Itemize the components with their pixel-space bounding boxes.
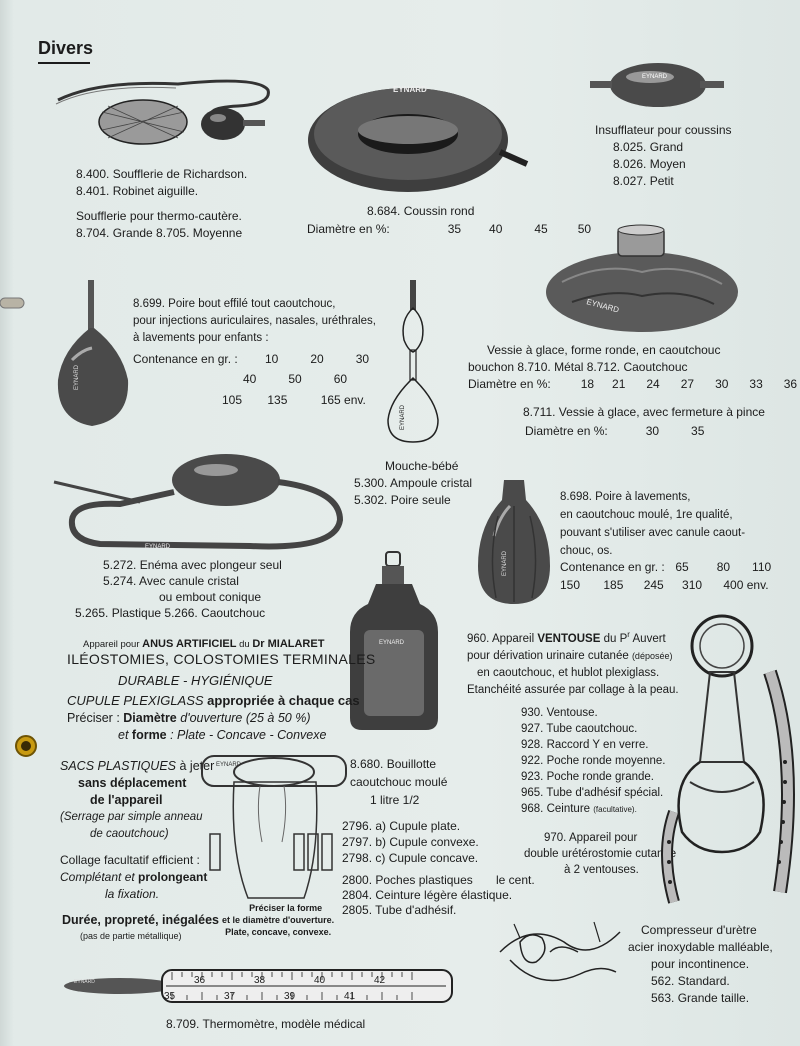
anus-forme-b: forme: [131, 728, 167, 742]
ventouse-double-line: double urétérostomie cutanée: [524, 848, 677, 860]
anus-preciser-b: Diamètre: [123, 711, 177, 725]
poire-brand: EYNARD: [74, 364, 80, 390]
sacs-collage: [60, 852, 207, 903]
insufflateur-petit: 8.027. Petit: [613, 174, 674, 188]
ventouse-ceinture: 968. Ceinture: [521, 803, 594, 815]
mouche-brand: EYNARD: [400, 404, 406, 430]
ventouse-c: du P: [600, 632, 628, 645]
poches-plastiques: 2800. Poches plastiques: [342, 873, 473, 887]
soufflerie-line: 8.400. Soufflerie de Richardson.: [76, 167, 248, 181]
poire-enfants-line: à lavements pour enfants :: [133, 332, 269, 344]
ventouse-2-ventouses: à 2 ventouses.: [564, 864, 639, 876]
poire-lavements-text: [560, 488, 745, 560]
insufflateur-grand: 8.025. Grand: [613, 140, 684, 154]
poire-line: 8.699. Poire bout effilé tout caoutchouc,: [133, 298, 336, 310]
poire-lavements-value: 245: [643, 578, 664, 592]
ventouse-items: [521, 705, 666, 818]
coussin-value: 45: [534, 222, 548, 236]
mouche-poire: 5.302. Poire seule: [354, 493, 451, 507]
ventouse-appareil-pour: 970. Appareil pour: [544, 832, 638, 844]
ventouse-e: Auvert: [629, 632, 666, 645]
anus-text-c: du: [236, 639, 253, 650]
bouillotte-line: 8.680. Bouillotte: [350, 757, 437, 771]
compresseur-text: [628, 922, 773, 1007]
compresseur-acier: acier inoxydable malléable,: [628, 940, 773, 954]
ventouse-item: 923. Poche ronde grande.: [521, 771, 654, 783]
mouche-ampoule: 5.300. Ampoule cristal: [354, 476, 473, 490]
poire-value: 20: [310, 352, 324, 366]
thermo-scale-bottom: 39: [284, 991, 296, 1002]
binder-hole-icon: [14, 734, 38, 758]
poire-row-3: [222, 393, 366, 408]
coussin-line: 8.684. Coussin rond: [367, 204, 475, 218]
poire-illustration: [52, 280, 134, 430]
soufflerie-illustration: [38, 72, 273, 152]
soufflerie-sizes-line: 8.704. Grande 8.705. Moyenne: [76, 226, 243, 240]
vessie-value: 27: [680, 377, 695, 391]
vessie-pince: 8.711. Vessie à glace, avec fermeture à pince: [523, 405, 765, 419]
poire-lavements-value: 150: [560, 578, 581, 592]
poire-text: [133, 296, 376, 347]
sacs-completant-b: prolongeant: [138, 870, 208, 884]
thermometre-illustration: [62, 966, 458, 1008]
anus-brand: EYNARD: [216, 762, 242, 768]
vessie-value: 36: [783, 377, 798, 391]
poire-value: 50: [288, 372, 302, 386]
poire-lavements-os: chouc, os.: [560, 545, 613, 557]
ventouse-derivation: pour dérivation urinaire cutanée: [467, 649, 632, 662]
poire-row-2: [243, 372, 347, 387]
thermo-scale-bottom: 35: [164, 991, 176, 1002]
tube-adhesif: 2805. Tube d'adhésif.: [342, 903, 457, 917]
vessie-brand: EYNARD: [585, 297, 621, 315]
enema-embout: ou embout conique: [159, 590, 262, 604]
thermo-cautere-line: Soufflerie pour thermo-cautère.: [76, 209, 242, 223]
bouillotte-text: [350, 755, 447, 809]
anus-preciser: [67, 710, 310, 727]
ventouse-a: 960. Appareil: [467, 632, 538, 645]
sacs-collage-line: Collage facultatif efficient :: [60, 853, 200, 867]
anus-cupule-b: appropriée à chaque cas: [203, 693, 360, 708]
enema-text: [103, 557, 282, 605]
enema-canule: 5.274. Avec canule cristal: [103, 574, 239, 588]
anus-preciser-c: d'ouverture (25 à 50 %): [176, 711, 311, 725]
mouche-text: [354, 475, 472, 509]
vessie-value-2: 35: [691, 424, 705, 438]
soufflerie-text: [76, 166, 247, 242]
title-underline: [38, 62, 90, 64]
ventouse-double: [524, 830, 676, 878]
sacs-appareil: de l'appareil: [90, 793, 163, 807]
ventouse-facultative: (facultative).: [593, 805, 637, 814]
poire-value: 10: [265, 352, 279, 366]
cupule-concave: 2798. c) Cupule concave.: [342, 851, 479, 865]
poire-lavements-value: 110: [752, 560, 772, 574]
vessie-value: 18: [580, 377, 595, 391]
ventouse-text: [467, 626, 679, 699]
vessie-value: 30: [715, 377, 729, 391]
thermo-scale-top: 42: [374, 975, 386, 986]
ventouse-item: 965. Tube d'adhésif spécial.: [521, 787, 664, 799]
poire-value: 30: [355, 352, 370, 366]
vessie-text: [487, 340, 720, 360]
compresseur-grande: 563. Grande taille.: [651, 991, 750, 1005]
robinet-line: 8.401. Robinet aiguille.: [76, 184, 199, 198]
coussin-value: 35: [447, 222, 462, 236]
ventouse-b: VENTOUSE: [537, 632, 601, 645]
anus-cupule: [67, 692, 360, 709]
compresseur-line: Compresseur d'urètre: [641, 923, 757, 937]
ventouse-caoutchouc: en caoutchouc, et hublot plexiglass.: [477, 666, 660, 679]
sacs-deplacement: sans déplacement: [78, 776, 187, 790]
poire-value: 105: [222, 393, 243, 407]
anus-ileostomies: ILÉOSTOMIES, COLOSTOMIES TERMINALES: [67, 651, 376, 667]
ventouse-illustration: [660, 612, 800, 912]
section-title: Divers: [38, 38, 94, 58]
anus-caption: [222, 902, 334, 938]
vessie-diametre-label-2: Diamètre en %:: [525, 424, 608, 438]
thermo-scale-top: 40: [314, 975, 326, 986]
coussin-diametre-label: Diamètre en %:: [307, 222, 390, 236]
anus-durable: DURABLE - HYGIÉNIQUE: [118, 673, 273, 688]
vessie-illustration: [542, 222, 742, 337]
compresseur-illustration: [490, 912, 630, 1002]
cupules-list: [342, 818, 479, 866]
cupule-plate: 2796. a) Cupule plate.: [342, 819, 461, 833]
vessie-diametre-label: Diamètre en %:: [468, 377, 551, 391]
vessie-value: 33: [749, 377, 763, 391]
compresseur-standard: 562. Standard.: [651, 974, 730, 988]
poire-lavements-brand: EYNARD: [502, 550, 508, 576]
enema-materials: 5.265. Plastique 5.266. Caoutchouc: [75, 606, 266, 620]
insufflateur-moyen: 8.026. Moyen: [613, 157, 686, 171]
poire-lavements-canule: pouvant s'utiliser avec canule caout-: [560, 527, 746, 539]
thermometre-text: 8.709. Thermomètre, modèle médical: [166, 1017, 366, 1031]
coussin-brand: EYNARD: [393, 85, 427, 94]
anus-caption-2: et le diamètre d'ouverture.: [222, 915, 335, 925]
anus-text-b: ANUS ARTIFICIEL: [142, 638, 237, 650]
poire-value: 135: [267, 393, 288, 407]
ventouse-item: 927. Tube caoutchouc.: [521, 723, 638, 735]
insufflateur-text: [595, 122, 732, 190]
thermo-brand: EYNARD: [74, 979, 95, 985]
coussin-illustration: [305, 78, 535, 196]
poire-lavements-contenance: [560, 558, 771, 594]
vessie-diametre: [468, 377, 797, 392]
sacs-anneau: de caoutchouc): [90, 828, 169, 840]
ventouse-etancheite: Etanchéité assurée par collage à la peau.: [467, 683, 679, 696]
ventouse-d: r: [627, 630, 630, 639]
enema-illustration: [50, 450, 350, 555]
anus-cupule-a: CUPULE PLEXIGLASS: [67, 693, 204, 708]
anus-forme-c: : Plate - Concave - Convexe: [166, 728, 327, 742]
cupule-convexe: 2797. b) Cupule convexe.: [342, 835, 479, 849]
enema-plongeur: 5.272. Enéma avec plongeur seul: [103, 558, 282, 572]
anus-text-d: Dr MIALARET: [252, 638, 325, 650]
sacs-duree: Durée, propreté, inégalées: [62, 913, 220, 927]
poire-lavements-illustration: [474, 476, 554, 608]
ventouse-deposee: (déposée): [631, 650, 673, 661]
sacs-fixation: la fixation.: [105, 887, 160, 901]
vessie-value: 21: [612, 377, 626, 391]
poire-lavements-line: 8.698. Poire à lavements,: [560, 491, 691, 503]
sacs-text: [60, 758, 214, 843]
poire-contenance-label: Contenance en gr. :: [133, 352, 238, 366]
poire-lavements-value: 80: [716, 560, 731, 574]
anus-preciser-a: Préciser :: [67, 711, 124, 725]
thermo-scale-bottom: 41: [344, 991, 356, 1002]
poire-value: 40: [243, 372, 257, 386]
poire-lavements-value: 400 env.: [723, 578, 769, 592]
vessie-bouchon: bouchon 8.710. Métal 8.712. Caoutchouc: [468, 360, 688, 374]
insufflateur-line: Insufflateur pour coussins: [595, 123, 732, 137]
poire-lavements-value: 185: [603, 578, 624, 592]
bouillotte-litre: 1 litre 1/2: [370, 793, 420, 807]
vessie-value-2: 30: [645, 424, 660, 438]
poire-value: 60: [333, 372, 348, 386]
anus-appareil-illustration: [200, 752, 350, 902]
thermo-scale-bottom: 37: [224, 991, 236, 1002]
sacs-serrage: (Serrage par simple anneau: [60, 811, 203, 823]
bouillotte-brand: EYNARD: [379, 640, 405, 646]
poire-lavements-value: 310: [682, 578, 703, 592]
thermo-scale-top: 38: [254, 975, 266, 986]
vessie-value: 24: [646, 377, 660, 391]
compresseur-incontinence: pour incontinence.: [651, 957, 750, 971]
vessie-line: Vessie à glace, forme ronde, en caoutchouc: [487, 343, 721, 357]
poire-row-1: [265, 352, 369, 367]
insufflateur-brand: EYNARD: [642, 74, 668, 80]
sacs-title-b: à jeter: [176, 759, 215, 773]
bouillotte-illustration: [346, 552, 442, 734]
ceinture-elastique: 2804. Ceinture légère élastique.: [342, 888, 513, 902]
sacs-metallique: (pas de partie métallique): [80, 931, 182, 941]
anus-forme-a: et: [118, 728, 132, 742]
coussin-value: 50: [577, 222, 592, 236]
poire-usage-line: pour injections auriculaires, nasales, uréthrales,: [133, 315, 376, 327]
anus-caption-1: Préciser la forme: [249, 903, 323, 913]
ventouse-item: 922. Poche ronde moyenne.: [521, 755, 666, 767]
vessie-diametre-2: [525, 424, 704, 439]
anus-text-a: Appareil pour: [83, 639, 143, 650]
poches-le-cent: le cent.: [496, 873, 535, 887]
poire-lavements-label: Contenance en gr. :: [560, 560, 665, 574]
poire-value: 165 env.: [320, 393, 366, 407]
enema-brand: EYNARD: [145, 544, 171, 550]
sacs-completant-a: Complétant et: [60, 870, 139, 884]
ventouse-item: 928. Raccord Y en verre.: [521, 739, 649, 751]
poire-lavements-qualite: en caoutchouc moulé, 1re qualité,: [560, 509, 733, 521]
insufflateur-illustration: [588, 55, 728, 115]
ventouse-item: 930. Ventouse.: [521, 707, 598, 719]
thermo-scale-top: 36: [194, 975, 206, 986]
anus-forme: [118, 727, 326, 744]
coussin-text: [367, 204, 474, 219]
poire-lavements-value: 65: [675, 560, 689, 574]
anus-caption-3: Plate, concave, convexe.: [225, 927, 332, 937]
bouillotte-caoutchouc: caoutchouc moulé: [350, 775, 448, 789]
mouche-bebe-illustration: [384, 280, 444, 445]
mouche-title: Mouche-bébé: [385, 459, 459, 473]
coussin-value: 40: [489, 222, 503, 236]
sacs-title-a: SACS PLASTIQUES: [60, 759, 177, 773]
binder-clip-icon: [0, 290, 30, 320]
